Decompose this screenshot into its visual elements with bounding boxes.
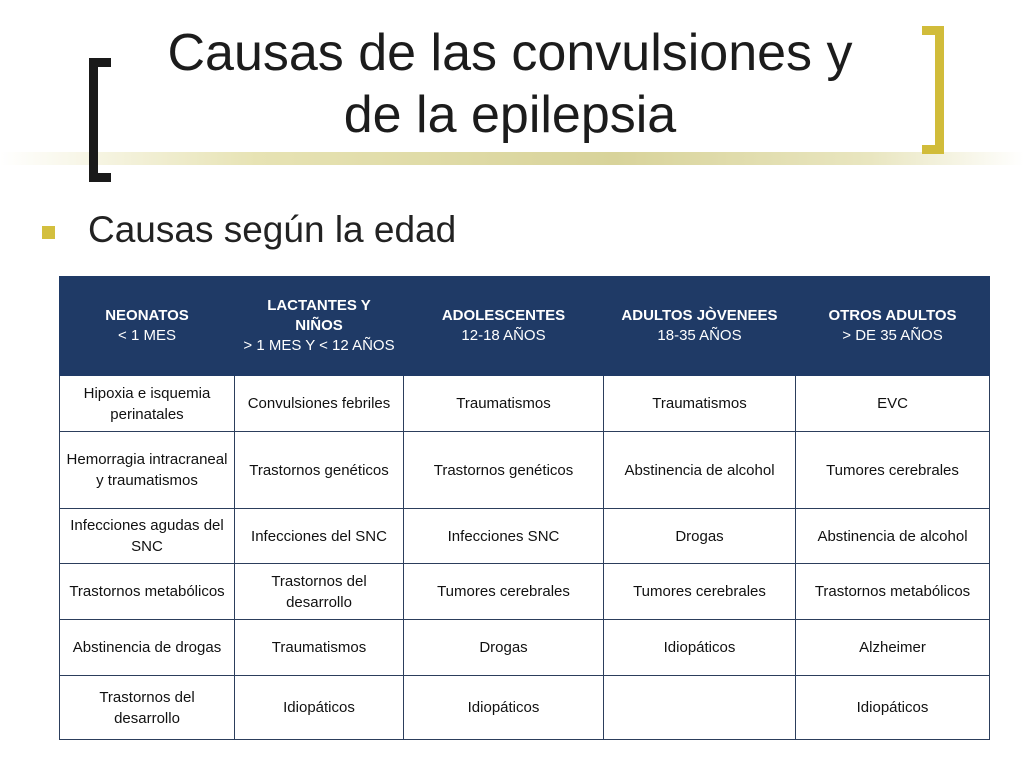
- table-cell: Trastornos metabólicos: [796, 564, 990, 620]
- header-sub: 18-35 AÑOS: [657, 327, 742, 344]
- table-row: [60, 509, 990, 564]
- table-cell: Hemorragia intracraneal y traumatismos: [60, 432, 235, 509]
- header-adultos-jovenes: [604, 277, 796, 376]
- table-row: [60, 432, 990, 509]
- table-cell: Abstinencia de alcohol: [796, 509, 990, 564]
- table-cell: Idiopáticos: [604, 620, 796, 676]
- bullet-square-icon: [42, 226, 55, 239]
- table-cell: Traumatismos: [235, 620, 404, 676]
- header-main: NEONATOS: [105, 307, 189, 324]
- bullet-text: Causas según la edad: [88, 209, 457, 250]
- table-cell: Infecciones SNC: [404, 509, 604, 564]
- left-bracket-decoration: [89, 58, 111, 182]
- header-sub: > 1 MES Y < 12 AÑOS: [243, 337, 395, 354]
- slide-title-line-2: de la epilepsia: [343, 86, 677, 144]
- table-cell: Trastornos del desarrollo: [235, 564, 404, 620]
- table-cell: Alzheimer: [796, 620, 990, 676]
- table-cell: Abstinencia de alcohol: [604, 432, 796, 509]
- table-cell: Trastornos metabólicos: [60, 564, 235, 620]
- header-sub: 12-18 AÑOS: [461, 327, 546, 344]
- table-cell: Trastornos genéticos: [235, 432, 404, 509]
- table-cell: Hipoxia e isquemia perinatales: [60, 376, 235, 432]
- table-cell: Trastornos del desarrollo: [60, 676, 235, 740]
- table-row: [60, 676, 990, 740]
- table-cell: EVC: [796, 376, 990, 432]
- header-main: LACTANTES Y NIÑOS: [267, 297, 371, 334]
- header-neonatos: [60, 277, 235, 376]
- header-otros-adultos: [796, 277, 990, 376]
- table-cell: Trastornos genéticos: [404, 432, 604, 509]
- header-adolescentes: [404, 277, 604, 376]
- header-main: ADULTOS JÒVENEES: [621, 307, 778, 324]
- header-lactantes: [235, 277, 404, 376]
- table-cell: Idiopáticos: [796, 676, 990, 740]
- table-cell: Abstinencia de drogas: [60, 620, 235, 676]
- table-row: [60, 564, 990, 620]
- table-cell: Drogas: [604, 509, 796, 564]
- table-cell: Tumores cerebrales: [796, 432, 990, 509]
- table-cell: Tumores cerebrales: [604, 564, 796, 620]
- header-sub: < 1 MES: [118, 327, 176, 344]
- header-sub: > DE 35 AÑOS: [842, 327, 943, 344]
- table-cell: Traumatismos: [404, 376, 604, 432]
- table-cell: Tumores cerebrales: [404, 564, 604, 620]
- header-main: OTROS ADULTOS: [828, 307, 957, 324]
- table-cell-empty: [604, 676, 796, 740]
- title-accent-bar: [0, 152, 1024, 165]
- table-header-row: [60, 277, 990, 376]
- table-cell: Infecciones del SNC: [235, 509, 404, 564]
- table-row: [60, 620, 990, 676]
- table-row: [60, 376, 990, 432]
- table-cell: Traumatismos: [604, 376, 796, 432]
- table-cell: Idiopáticos: [404, 676, 604, 740]
- header-main: ADOLESCENTES: [441, 307, 566, 324]
- table-cell: Idiopáticos: [235, 676, 404, 740]
- slide-title: [120, 22, 900, 146]
- causes-by-age-table: [59, 276, 990, 740]
- slide-title-line-1: Causas de las convulsiones y: [167, 24, 853, 82]
- table-cell: Convulsiones febriles: [235, 376, 404, 432]
- table-cell: Drogas: [404, 620, 604, 676]
- table-cell: Infecciones agudas del SNC: [60, 509, 235, 564]
- right-bracket-decoration: [922, 26, 944, 154]
